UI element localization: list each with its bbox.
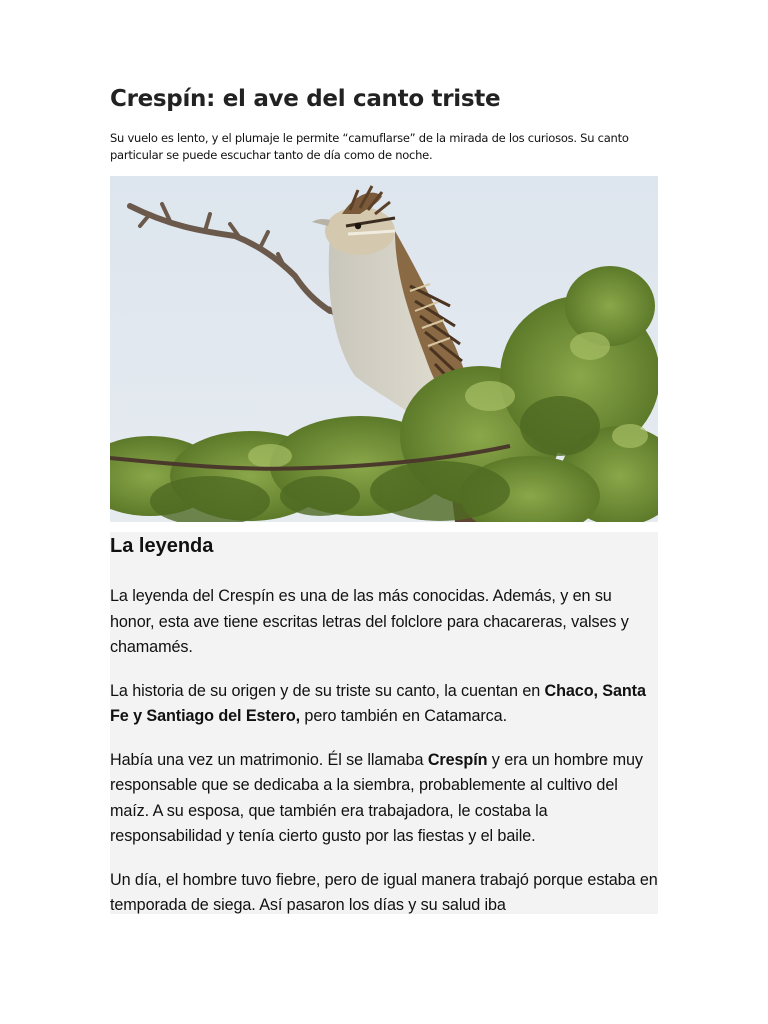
page-title: Crespín: el ave del canto triste [110,86,501,112]
paragraph-2 [110,679,658,730]
paragraph-3-bold: Crespín [427,750,488,769]
article-section [110,532,658,914]
paragraph-1: La leyenda del Crespín es una de las más conocidas. Además, y en su honor, esta ave tiene escritas letras del folclore para chacareras, valses y chamamés. [110,587,629,656]
paragraph-3-text-b: y era un hombre muy responsable que se dedicaba a la siembra, probablemente al cultivo del maíz. A su esposa, que también era trabajadora, le costaba la responsabilidad y tenía cierto gusto por las fiestas y el baile. [110,750,643,845]
paragraph-2-text-a: La historia de su origen y de su triste su canto, la cuentan en [110,681,545,700]
paragraph-3 [110,748,658,850]
paragraph-2-bold: Chaco, Santa Fe y Santiago del Estero, [110,681,646,725]
bird-photo [110,176,658,522]
paragraph-4: Un día, el hombre tuvo fiebre, pero de igual manera trabajó porque estaba en temporada de siega. Así pasaron los días y su salud iba [110,870,658,914]
intro-paragraph: Su vuelo es lento, y el plumaje le permite “camuflarse” de la mirada de los curiosos. Su canto particular se puede escuchar tanto de día como de noche. [110,131,629,162]
section-heading: La leyenda [110,535,214,557]
paragraph-2-text-b: pero también en Catamarca. [300,707,507,725]
paragraph-3-text-a: Había una vez un matrimonio. Él se llamaba [110,750,428,769]
